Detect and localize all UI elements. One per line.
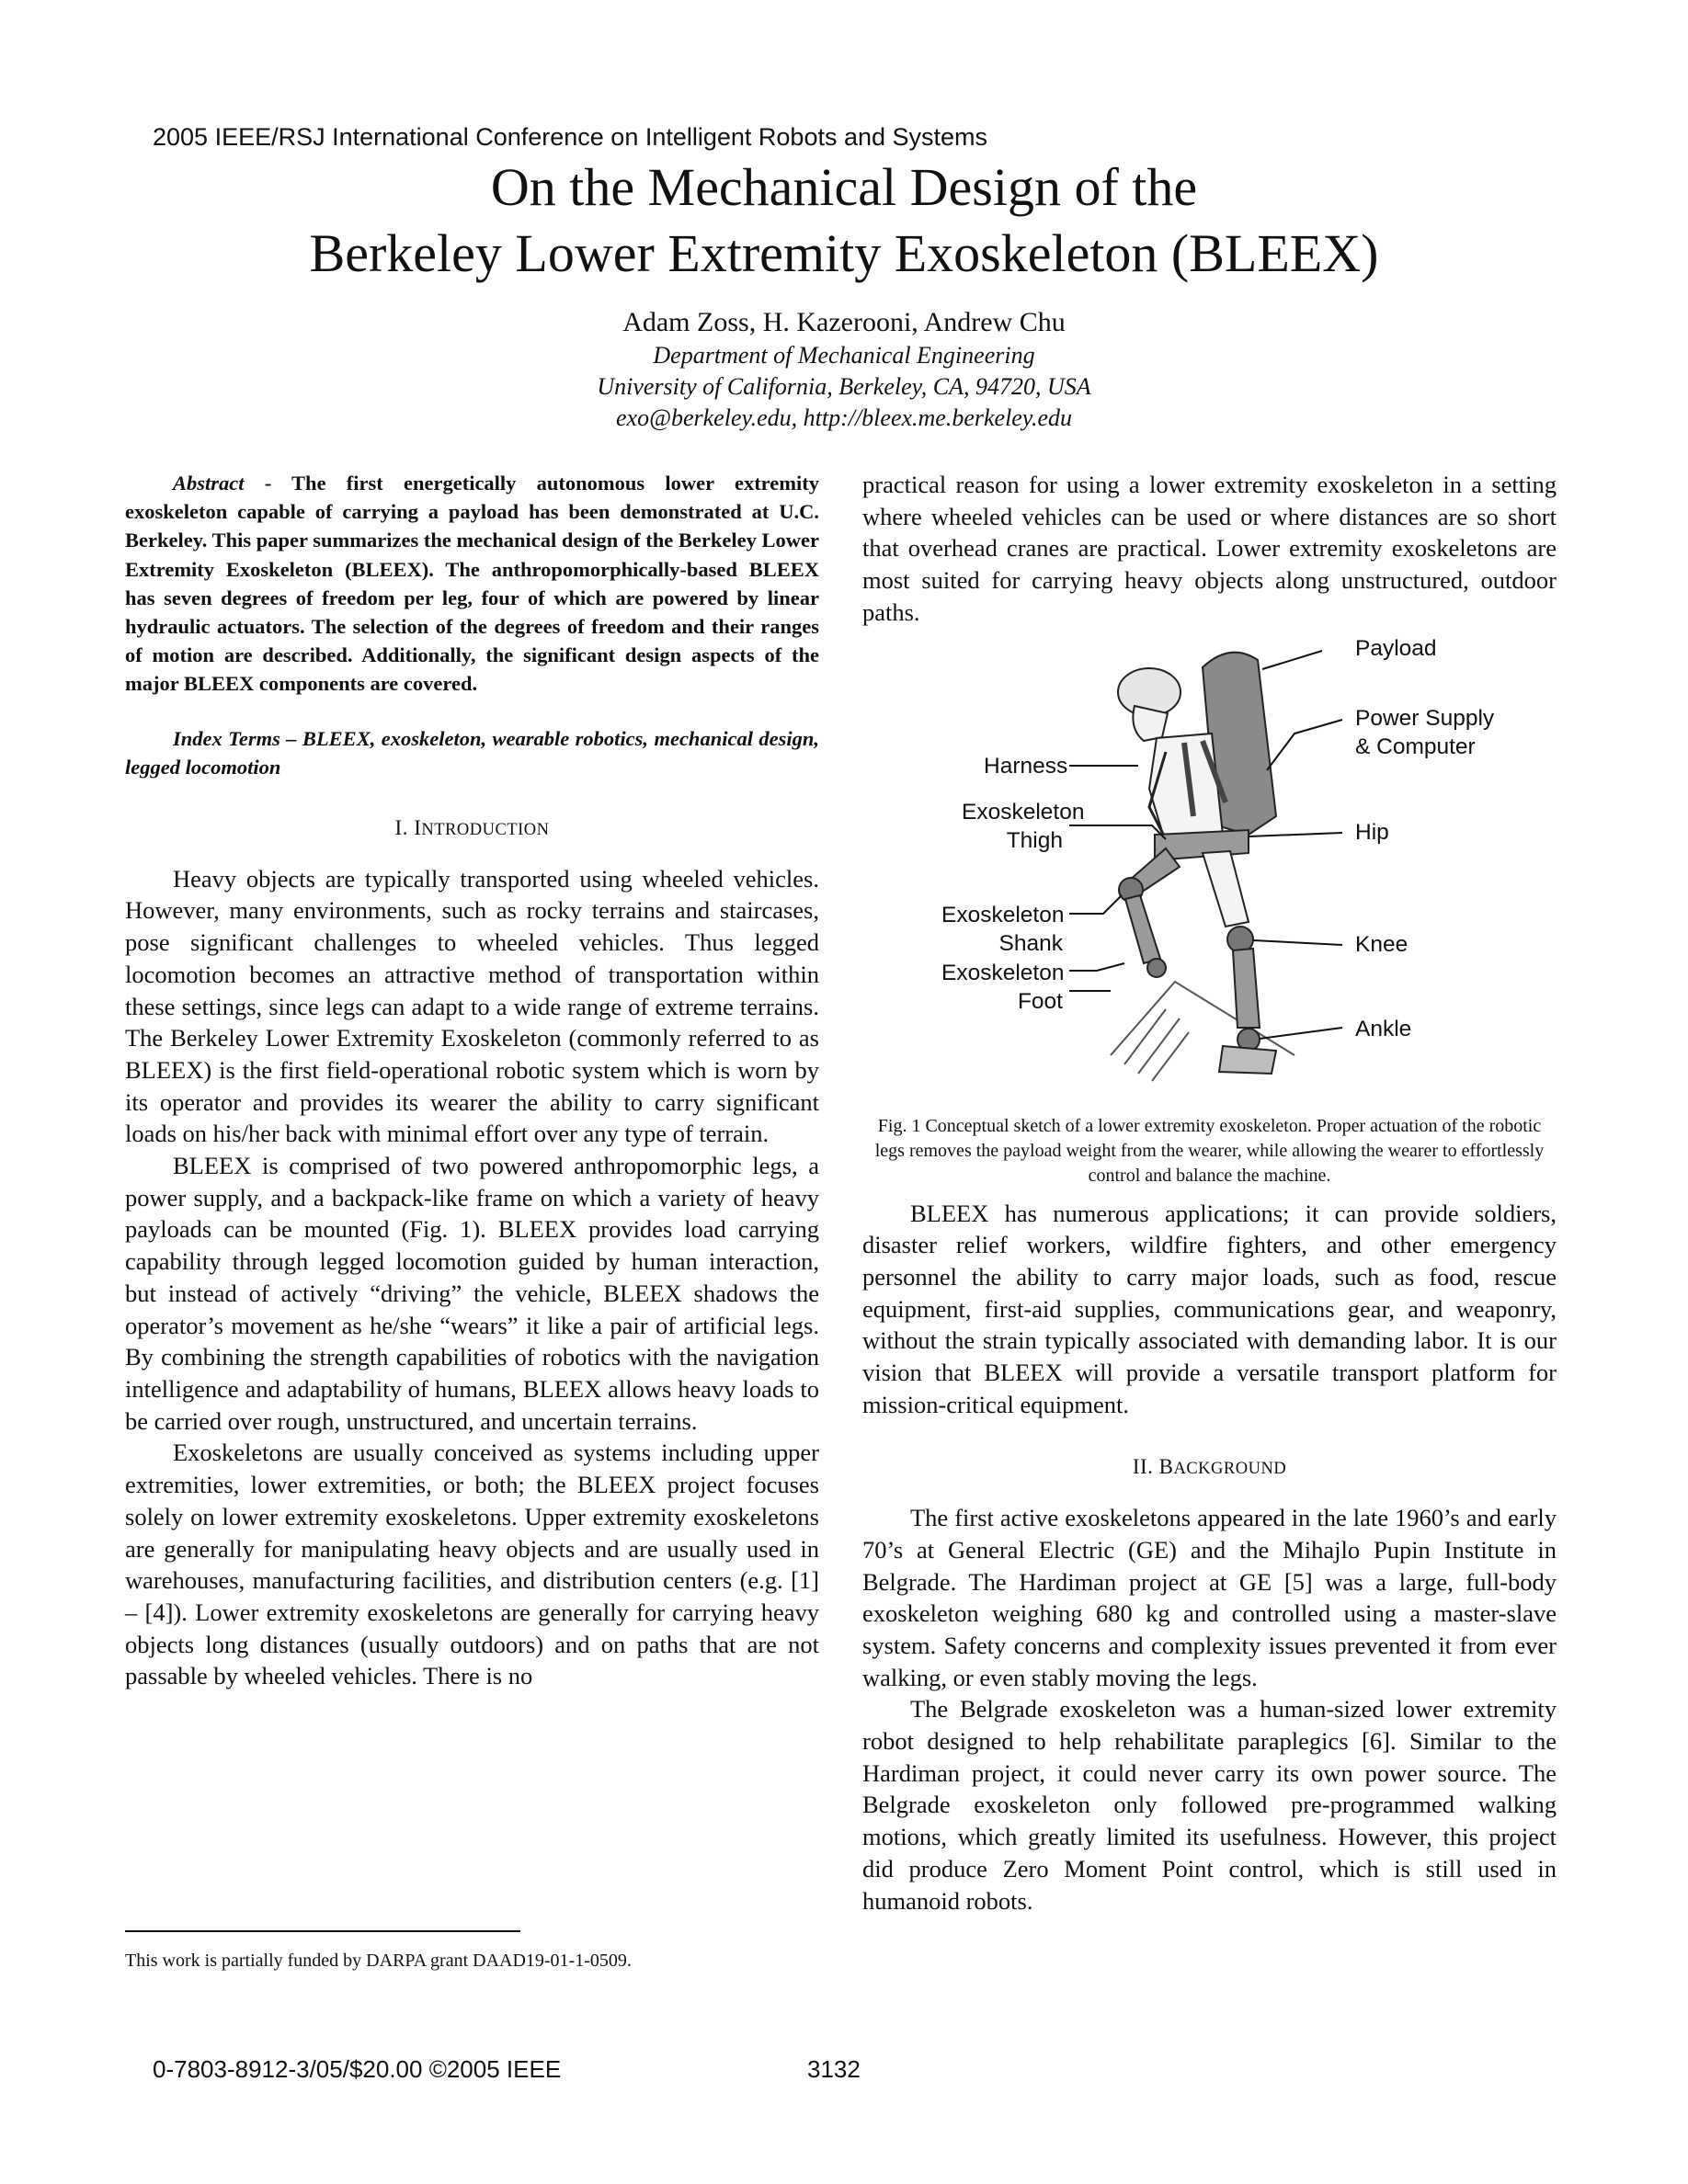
section-heading-background bbox=[862, 1451, 1557, 1485]
label-power-supply-line2: & Computer bbox=[1355, 734, 1476, 759]
rear-thigh bbox=[1203, 851, 1249, 927]
label-ankle: Ankle bbox=[1355, 1016, 1412, 1041]
section-numeral: I. I bbox=[394, 816, 422, 840]
background-paragraph-2: The Belgrade exoskeleton was a human-sized lower extremity robot designed to help rehabilitate paraplegics [6]. Similar to the Hardiman project, it could never carry its own power source. The Belgrade exoskeleton only followed pre-programmed walking motions, which greatly limited its usefulness. However, this project did produce Zero Moment Point control, which is still used in humanoid robots. bbox=[862, 1695, 1557, 1915]
label-shank-line2: Shank bbox=[998, 930, 1063, 956]
applications-paragraph: BLEEX has numerous applications; it can provide soldiers, disaster relief workers, wildfire fighters, and other emergency personnel the ability to carry major loads, such as food, rescue equipment, first-aid supplies, communications gear, and weaponry, without the strain typically associated with demanding labor. It is our vision that BLEEX will provide a versatile transport platform for mission-critical equipment. bbox=[862, 1199, 1557, 1418]
section-title-rest: ACKGROUND bbox=[1173, 1460, 1287, 1479]
label-payload: Payload bbox=[1355, 635, 1437, 661]
label-thigh-line2: Thigh bbox=[1006, 827, 1063, 853]
intro-paragraph-1: Heavy objects are typically transported using wheeled vehicles. However, many environments, such as rocky terrains and staircases, pose significant challenges to wheeled vehicles. Thus legged locomotion becomes an attractive method of transportation within these settings, since legs can adapt to a wide range of extreme terrains. The Berkeley Lower Extremity Exoskeleton (commonly referred to as BLEEX) is the first field-operational robotic system which is worn by its operator and provides its wearer the ability to carry significant loads on his/her back with minimal effort over any type of terrain. bbox=[125, 864, 819, 1148]
abstract bbox=[125, 469, 819, 699]
right-column bbox=[862, 469, 1557, 1917]
section-numeral: II. B bbox=[1132, 1455, 1174, 1479]
label-foot-line2: Foot bbox=[1017, 988, 1063, 1014]
label-foot-line1: Exoskeleton bbox=[941, 960, 1065, 985]
label-harness: Harness bbox=[984, 753, 1068, 779]
funding-footnote: This work is partially funded by DARPA grant DAAD19-01-1-0509. bbox=[125, 1951, 632, 1971]
authors: Adam Zoss, H. Kazerooni, Andrew Chu bbox=[622, 307, 1066, 337]
footnote-rule bbox=[125, 1930, 520, 1932]
intro-paragraph-3-continued: practical reason for using a lower extremity exoskeleton in a setting where wheeled vehicles can be used or where distances are so short that overhead cranes are practical. Lower extremity exoskeletons are most suited for carrying heavy objects along unstructured, outdoor paths. bbox=[862, 471, 1557, 626]
affiliation-department: Department of Mechanical Engineering bbox=[653, 342, 1035, 369]
affiliation-university: University of California, Berkeley, CA, 94720, USA bbox=[597, 373, 1091, 400]
abstract-lead: Abstract bbox=[173, 472, 245, 495]
label-hip: Hip bbox=[1355, 819, 1389, 845]
rear-foot bbox=[1219, 1046, 1276, 1074]
front-ankle-joint bbox=[1147, 959, 1166, 977]
footer-isbn: 0-7803-8912-3/05/$20.00 ©2005 IEEE bbox=[153, 2055, 562, 2083]
affiliation-contact: exo@berkeley.edu, http://bleex.me.berkeley.edu bbox=[615, 404, 1072, 431]
section-heading-introduction bbox=[125, 813, 819, 847]
background-paragraph-1: The first active exoskeletons appeared in the late 1960’s and early 70’s at General Electric (GE) and the Mihajlo Pupin Institute in Belgrade. The Hardiman project at GE [5] was a large, full-body exoskeleton weighing 680 kg and controlled using a master-slave system. Safety concerns and complexity issues prevented it from ever walking, or even stably moving the legs. bbox=[862, 1504, 1557, 1691]
section-title-rest: NTRODUCTION bbox=[421, 821, 550, 840]
title-line-2: Berkeley Lower Extremity Exoskeleton (BLEEX) bbox=[309, 223, 1379, 283]
label-power-supply-line1: Power Supply bbox=[1355, 705, 1495, 731]
conference-header: 2005 IEEE/RSJ International Conference on Intelligent Robots and Systems bbox=[153, 123, 988, 151]
left-column bbox=[125, 469, 819, 1692]
figure-1 bbox=[862, 635, 1557, 1101]
intro-paragraph-2: BLEEX is comprised of two powered anthropomorphic legs, a power supply, and a backpack-like frame on which a variety of heavy payloads can be mounted (Fig. 1). BLEEX provides load carrying capability through legged locomotion guided by human interaction, but instead of actively “driving” the vehicle, BLEEX shadows the operator’s movement as he/she “wears” it like a pair of artificial legs. By combining the strength capabilities of robotics with the navigation intelligence and adaptability of humans, BLEEX allows heavy loads to be carried over rough, unstructured, and uncertain terrains. bbox=[125, 1152, 819, 1435]
page-number: 3132 bbox=[807, 2055, 861, 2083]
intro-paragraph-3: Exoskeletons are usually conceived as systems including upper extremities, lower extremities, or both; the BLEEX project focuses solely on lower extremity exoskeletons. Upper extremity exoskeletons are generally for manipulating heavy objects and are usually used in warehouses, manufacturing facilities, and distribution centers (e.g. [1] – [4]). Lower extremity exoskeletons are generally for carrying heavy objects long distances (usually outdoors) and on paths that are not passable by wheeled vehicles. There is no bbox=[125, 1439, 819, 1690]
label-thigh-line1: Exoskeleton bbox=[962, 799, 1085, 825]
title-line-1: On the Mechanical Design of the bbox=[490, 157, 1198, 217]
index-terms: Index Terms – BLEEX, exoskeleton, wearable robotics, mechanical design, legged locomotion bbox=[125, 726, 819, 779]
figure-caption: Fig. 1 Conceptual sketch of a lower extremity exoskeleton. Proper actuation of the robotic legs removes the payload weight from the wearer, while allowing the wearer to effortlessly control and balance the machine. bbox=[874, 1115, 1545, 1186]
paper-title bbox=[0, 154, 1688, 287]
rear-shank bbox=[1233, 949, 1260, 1028]
abstract-text: - The first energetically autonomous lower extremity exoskeleton capable of carrying a payload has been demonstrated at U.C. Berkeley. This paper summarizes the mechanical design of the Berkeley Lower Extremity Exoskeleton (BLEEX). The anthropomorphically-based BLEEX has seven degrees of freedom per leg, four of which are powered by linear hydraulic actuators. The selection of the degrees of freedom and their ranges of motion are described. Additionally, the significant design aspects of the major BLEEX components are covered. bbox=[125, 472, 819, 696]
label-shank-line1: Exoskeleton bbox=[941, 902, 1065, 927]
front-shank bbox=[1125, 895, 1160, 963]
label-knee: Knee bbox=[1355, 931, 1409, 957]
